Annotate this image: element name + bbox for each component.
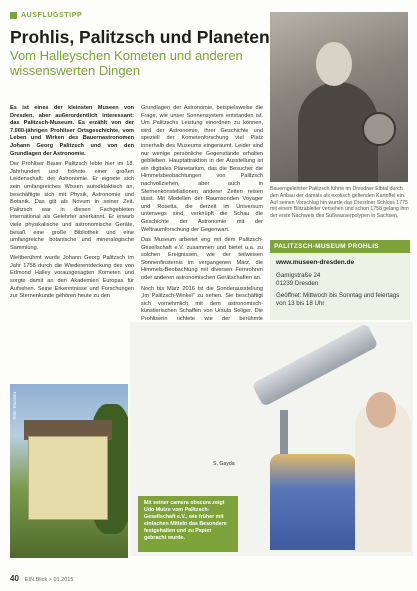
page-number: 40 <box>10 574 19 583</box>
telescope-tube <box>252 323 379 407</box>
article-subtitle: Vom Halleyschen Kometen und anderen wissenswerten Dingen <box>10 48 243 78</box>
telescope-caption: Mit seiner camera obscura zeigt Udo Mutze vom Palitzsch-Gesellschaft e.V., wie früher mit einfachen Mitteln das Besondere festgehalten und zu Papier gebracht wurde. <box>138 496 238 552</box>
paragraph: Das Museum arbeitet eng mit dem Palitzsch-Gesellschaft e.V. zusammen und bietet u.a. zu solchen Ereignissen, wie der teilweisen Sonnenfinsternis im vergangenen März, die Himmels-Beobachtung mit diversen Fernrohren oder anderen astronomischen Gerätschaften an. <box>141 237 263 282</box>
kicker-label: AUSFLUGSTIPP <box>21 12 83 19</box>
kicker-square-icon <box>10 12 17 19</box>
opening-hours: Geöffnet: Mittwoch bis Sonntag und feiertags von 13 bis 18 Uhr <box>276 292 400 307</box>
photo-credit-right: S. Gayda <box>213 461 235 467</box>
info-box-title: PALITZSCH-MUSEUM PROHLIS <box>270 240 410 253</box>
page-footer <box>10 574 73 583</box>
paragraph: Weltberühmt wurde Johann Georg Palitzsch im Jahr 1758 durch die Wiederentdeckung des von Edmond Halley vorausgesagten Kometen und sorgte damit an den Akademien Europas für Aufsehen. Seine Erkenntnisse und Forschungen zur Sternenkunde gehören heute zu den <box>10 255 134 300</box>
palitzsch-portrait-image <box>270 12 408 182</box>
portrait-caption: Bauerngelehrter Palitzsch führte im Dresdner Elbtal durch den Anbau der damals als exotisch geltenden Kartoffel ein. Auf seinen Vorschlag hin wurde das Dresdner Schloss 1775 mit einem Blitzableiter versehen und schon 1758 gelang ihm der erste Nachweis des Süßwasserpolypen in Sachsen. <box>270 186 409 220</box>
photo-credit-left: Foto: Museen <box>12 392 17 420</box>
text-column-1 <box>10 105 134 304</box>
article-title: Prohlis, Palitzsch und Planeten <box>10 27 270 47</box>
paragraph: Noch bis März 2016 ist die Sonderausstellung „Im Palitzsch-Winkel“ zu sehen. Sie beschäftigt sich vornehmlich mit dem astronomisch-künstlerischen Schaffen von Ursula Seliger. Die Prohliserin richtete wie der berühmte <box>141 285 263 323</box>
globe-icon <box>362 112 396 146</box>
section-kicker <box>10 12 82 19</box>
museum-website-link[interactable]: www.museen-dresden.de <box>276 259 355 266</box>
museum-building-photo <box>10 384 128 558</box>
paragraph: Grundlagen der Astronomie, beispielsweise die Frage, wie unser Sonnensystem entstanden ist. Um Palitzschs Leistung einordnen zu können, wird der Astronomie, ihrer Geschichte und speziell der Kometenforschung viel Platz innerhalb des Museums eingeräumt. Leider sind nur wenige persönliche Gegenstände erhalten geblieben. Hauptattraktion in der Ausstellung ist ein digitales Planetarium, das die Besucher die Himmelsbeobachtungen von Palitzsch nachvollziehen, aber auch in Sternenkonstellationen anderer Zeiten reisen lässt. Mit Modellen der Raumsonden Voyager und Rosetta, die derzeit im Universum unterwegs sind, verknüpft die Schau die Geschichte der Astronomie mit der Weltraumforschung der Gegenwart. <box>141 105 263 233</box>
magazine-issue: EIN.Blick > 01.2015 <box>24 577 74 583</box>
paragraph: Der Prohliser Bauer Palitzsch lebte hier im 18. Jahrhundert und fröhnte einer großen Leidenschaft: der Astronomie. Er eignete sich sein umfangreiches Wissen autodidaktisch an, beschäftigte sich mit Physik, Astronomie und Botanik. Das gilt als Novum in seiner Zeit. Palitzsch war in diesen Fachgebieten international als Gelehrter anerkannt. Er erwarb viele physikalische und astronomische Geräte, besaß eine große Bibliothek und eine umfangreiche botanische und mineralogische Sammlung. <box>10 161 134 251</box>
address-street: Gamigstraße 24 <box>276 272 321 279</box>
address-city: 01239 Dresden <box>276 280 319 287</box>
museum-info-box <box>270 240 410 320</box>
museum-address <box>270 268 410 308</box>
lead-paragraph: Es ist eines der kleinsten Museen von Dresden, aber außerordentlich interessant: das Palitzsch-Museum. Es erzählt von der 7.000-jährigen Prohliser Ortsgeschichte, vom Leben und Wirken des Bauernastronomen Johann Georg Palitzsch und von den Grundlagen der Astronomie. <box>10 105 134 157</box>
